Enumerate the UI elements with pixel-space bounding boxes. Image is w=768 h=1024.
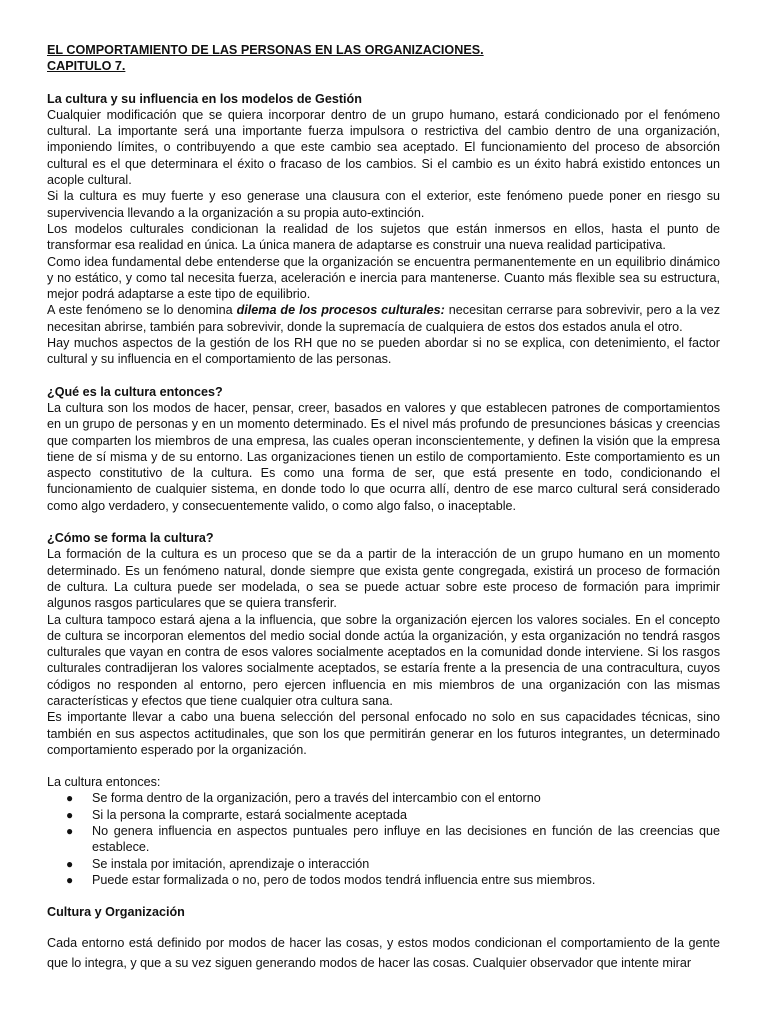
emphasized-term: dilema de los procesos culturales: [236, 303, 445, 318]
section-heading-como-se-forma: ¿Cómo se forma la cultura? [47, 531, 214, 546]
bullet-icon: ● [66, 872, 74, 887]
list-item: ● Se forma dentro de la organización, pero a través del intercambio con el entorno [66, 791, 541, 806]
list-item: ● Puede estar formalizada o no, pero de todos modos tendrá influencia entre sus miembros. [66, 872, 596, 887]
bullet-icon: ● [66, 856, 74, 871]
paragraph: Cualquier modificación que se quiera incorporar dentro de un grupo humano, estará condicionado por el fenómeno cultural. La importante será una importante fuerza impulsora o restrictiva del cambio dentro de una organización, imponiendo límites, o contribuyendo a que este cambio sea aceptado. El funcionamiento del proceso de absorción cultural es el que determinara el éxito o fracaso de los cambios. Si el cambio es un éxito habrá existido entonces un acople cultural. [47, 107, 720, 188]
bullet-icon: ● [66, 807, 74, 822]
bullet-icon: ● [66, 824, 74, 839]
paragraph [47, 302, 720, 335]
list-intro: La cultura entonces: [47, 775, 161, 790]
paragraph: Los modelos culturales condicionan la realidad de los sujetos que están inmersos en ellos, hasta el punto de transformar esa realidad en única. La única manera de adaptarse es construir una nueva realidad participativa. [47, 221, 720, 253]
paragraph: La cultura son los modos de hacer, pensar, creer, basados en valores y que establecen patrones de comportamientos en un grupo de personas y en un momento determinado. Es el nivel más profundo de presunciones básicas y creencias que comparten los miembros de una empresa, las cuales operan inconscientemente, y definen la visión que la empresa tiene de sí misma y de su entorno. Las organizaciones tienen un estilo de comportamiento. Este comportamiento es un aspecto constitutivo de la cultura. Es como una forma de ser, que está presente en todo, condicionando el funcionamiento de cualquier sistema, en donde todo lo que ocurra allí, dentro de ese marco cultural será considerado como algo verdadero, y consecuentemente valido, o como algo falso, o inaceptable. [47, 400, 720, 513]
paragraph: Como idea fundamental debe entenderse que la organización se encuentra permanentemente en un equilibrio dinámico y no estático, y como tal necesita fuerza, aceleración e inercia para mantenerse. Cuanto más flexible sea su estructura, mejor podrá adaptarse a este tipo de equilibrio. [47, 254, 720, 302]
text-run: A este fenómeno se lo denomina [47, 303, 237, 318]
bullet-list [47, 790, 720, 888]
chapter-label: CAPITULO 7. [47, 59, 126, 74]
paragraph: Si la cultura es muy fuerte y eso generase una clausura con el exterior, este fenómeno puede poner en riesgo su supervivencia llevando a la organización a su propia auto-extinción. [47, 189, 720, 220]
list-item: ● Se instala por imitación, aprendizaje o interacción [66, 856, 370, 871]
list-item: ● No genera influencia en aspectos puntuales pero influye en las decisiones en función de las creencias que establece. [66, 824, 720, 855]
bullet-icon: ● [66, 791, 74, 806]
section-heading-cultura-influencia: La cultura y su influencia en los modelos de Gestión [47, 91, 362, 106]
paragraph: Es importante llevar a cabo una buena selección del personal enfocado no solo en sus capacidades técnicas, sino también en sus aspectos actitudinales, que son los que permitirán generar en los futuros integrantes, un determinado comportamiento esperado por la organización. [47, 710, 720, 757]
paragraph: La formación de la cultura es un proceso que se da a partir de la interacción de un grupo humano en un momento determinado. Es un fenómeno natural, donde siempre que exista gente congregada, existirá un proceso de formación de cultura. La cultura puede ser modelada, o sea se puede actuar sobre este proceso de formación para imprimir algunos rasgos particulares que se quiera transferir. [47, 547, 720, 611]
list-item: ● Si la persona la comprarte, estará socialmente aceptada [66, 807, 408, 822]
text-run: necesitan cerrarse para sobrevivir, pero a la vez necesitan abrirse, también para sobrevivir, donde la supremacía de cualquiera de estos dos estados anula el otro. [47, 303, 720, 334]
paragraph: Hay muchos aspectos de la gestión de los RH que no se pueden abordar si no se explica, con detenimiento, el factor cultural y su influencia en el comportamiento de las personas. [47, 336, 720, 367]
document-title: EL COMPORTAMIENTO DE LAS PERSONAS EN LAS ORGANIZACIONES. [47, 43, 484, 57]
paragraph: La cultura tampoco estará ajena a la influencia, que sobre la organización ejercen los valores sociales. En el concepto de cultura se incorporan elementos del medio social donde actúa la organización, y esta organización no tendrá rasgos culturales que vayan en contra de esos valores socialmente aceptados en la comunidad donde interviene. Si los rasgos culturales contradijeran los valores socialmente aceptados, se estaría frente a la presencia de una contracultura, cuyos códigos no responden al entorno, pero ejercen influencia en mis miembros de una organización con las mismas características y efectos que tiene cualquier otra cultura sana. [47, 612, 720, 708]
paragraph: Cada entorno está definido por modos de hacer las cosas, y estos modos condicionan el comportamiento de la gente que lo integra, y que a su vez siguen generando modos de hacer las cosas. Cualquier observador que intente mirar [47, 935, 720, 970]
section-heading-que-es-cultura: ¿Qué es la cultura entonces? [47, 384, 223, 399]
section-heading-cultura-organizacion: Cultura y Organización [47, 905, 185, 920]
